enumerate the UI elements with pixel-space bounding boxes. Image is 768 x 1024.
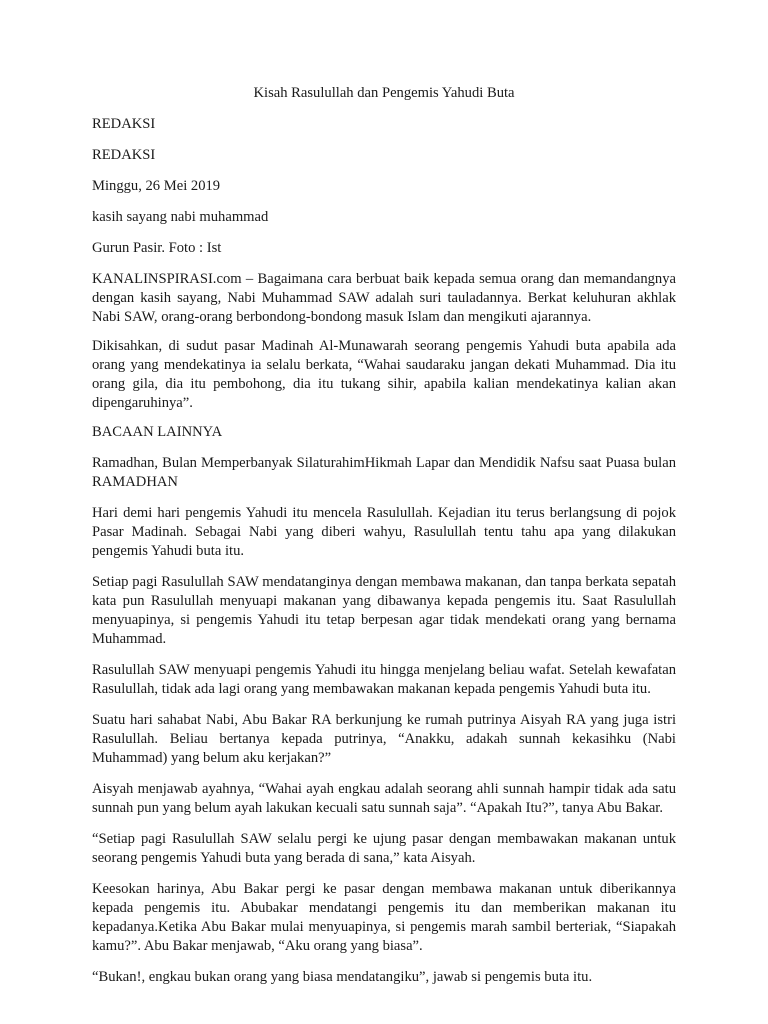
paragraph-story-4: Rasulullah SAW menyuapi pengemis Yahudi itu hingga menjelang beliau wafat. Setelah kewafatan Rasulullah, tidak ada lagi orang yang membawakan makanan kepada pengemis Yahudi buta itu. [92,662,676,697]
paragraph-intro: KANALINSPIRASI.com – Bagaimana cara berbuat baik kepada semua orang dan memandangnya dengan kasih sayang, Nabi Muhammad SAW adalah suri tauladannya. Berkat keluhuran akhlak Nabi SAW, orang-orang berbondong-bondong masuk Islam dan mengikuti ajarannya. [92,271,676,325]
related-heading: BACAAN LAINNYA [92,424,223,440]
paragraph-story-2: Hari demi hari pengemis Yahudi itu mencela Rasulullah. Kejadian itu terus berlangsung di pojok Pasar Madinah. Sebagai Nabi yang diberi wahyu, Rasulullah tentu tahu apa yang dilakukan pengemis Yahudi buta itu. [92,505,676,559]
paragraph-story-3: Setiap pagi Rasulullah SAW mendatanginya dengan membawa makanan, dan tanpa berkata sepatah kata pun Rasulullah menyuapi makanan yang dibawanya kepada pengemis itu. Saat Rasulullah menyuapinya, si pengemis Yahudi itu tetap berpesan agar tidak mendekati orang yang bernama Muhammad. [92,574,676,647]
tag-line: kasih sayang nabi muhammad [92,209,269,225]
document-page [92,84,676,999]
paragraph-story-8: Keesokan harinya, Abu Bakar pergi ke pasar dengan membawa makanan untuk diberikannya kepada pengemis itu. Abubakar mendatangi pengemis itu dan memberikan makanan itu kepadanya.Ketika Abu Bakar mulai menyuapinya, si pengemis marah sambil berteriak, “Siapakah kamu?”. Abu Bakar menjawab, “Aku orang yang biasa”. [92,881,676,954]
article-title: Kisah Rasulullah dan Pengemis Yahudi Buta [253,85,515,101]
date-line: Minggu, 26 Mei 2019 [92,178,221,194]
paragraph-story-9: “Bukan!, engkau bukan orang yang biasa mendatangiku”, jawab si pengemis buta itu. [92,969,593,985]
paragraph-story-1: Dikisahkan, di sudut pasar Madinah Al-Munawarah seorang pengemis Yahudi buta apabila ada orang yang mendekatinya ia selalu berkata, “Wahai saudaraku jangan dekati Muhammad. Dia itu orang gila, dia itu pembohong, dia itu tukang sihir, apabila kalian mendekatinya kalian akan dipengaruhinya”. [92,338,676,411]
paragraph-story-5: Suatu hari sahabat Nabi, Abu Bakar RA berkunjung ke rumah putrinya Aisyah RA yang juga istri Rasulullah. Beliau bertanya kepada putrinya, “Anakku, adakah sunnah kekasihku (Nabi Muhammad) yang belum aku kerjakan?” [92,712,676,766]
editor-line: REDAKSI [92,147,156,163]
paragraph-story-7: “Setiap pagi Rasulullah SAW selalu pergi ke ujung pasar dengan membawakan makanan untuk seorang pengemis Yahudi buta yang berada di sana,” kata Aisyah. [92,831,676,866]
paragraph-story-6: Aisyah menjawab ayahnya, “Wahai ayah engkau adalah seorang ahli sunnah hampir tidak ada satu sunnah pun yang belum ayah lakukan kecuali satu sunnah saja”. “Apakah Itu?”, tanya Abu Bakar. [92,781,676,816]
photo-caption: Gurun Pasir. Foto : Ist [92,240,222,256]
author-line: REDAKSI [92,116,156,132]
related-links-text: Ramadhan, Bulan Memperbanyak SilaturahimHikmah Lapar dan Mendidik Nafsu saat Puasa bulan RAMADHAN [92,455,676,490]
